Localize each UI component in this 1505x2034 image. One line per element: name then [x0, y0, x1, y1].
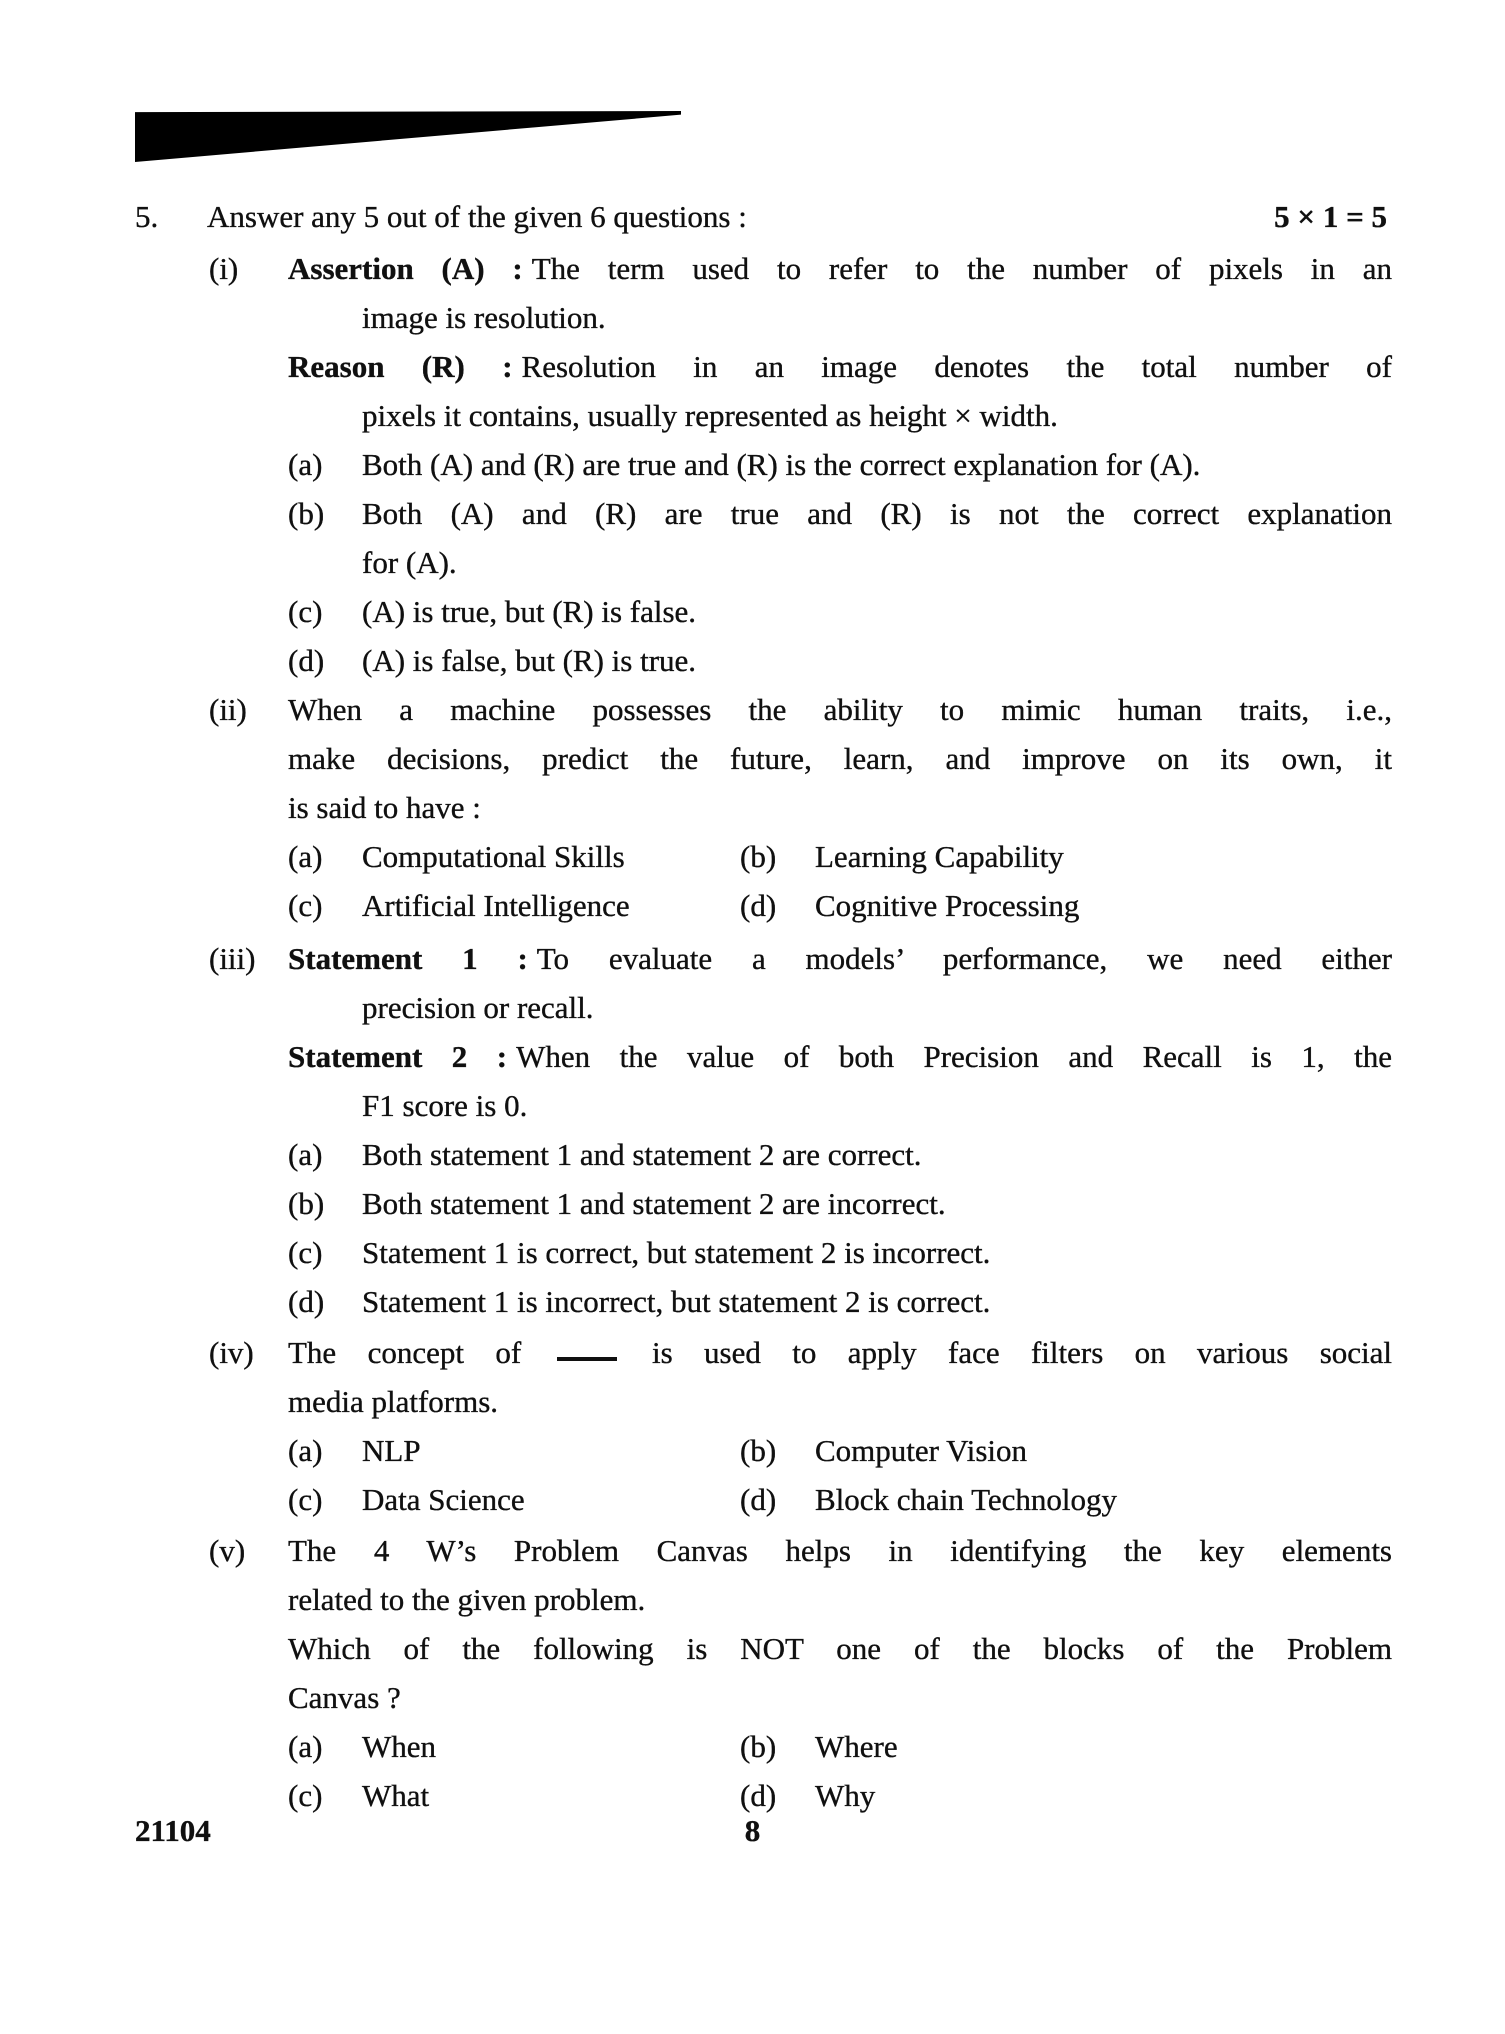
statement-2-text: When the value of both Precision and Recall is 1, the — [516, 1039, 1392, 1074]
option-text: Statement 1 is incorrect, but statement 2 is correct. — [362, 1284, 991, 1319]
option-letter: (a) — [288, 1433, 323, 1468]
assertion-line-2: image is resolution. — [362, 300, 606, 335]
question-line-1 — [288, 1328, 1392, 1377]
sub-question-v-body — [288, 1526, 1392, 1820]
sub-question-iv-body — [288, 1328, 1392, 1524]
page-footer — [0, 1806, 1505, 1855]
option-letter: (d) — [740, 1778, 777, 1813]
option-text: Data Science — [362, 1482, 525, 1517]
option-letter: (b) — [740, 1729, 777, 1764]
option-text: Computer Vision — [815, 1433, 1027, 1468]
numeral-v: (v) — [209, 1533, 246, 1568]
option-row-b — [288, 489, 1392, 538]
numeral-iii: (iii) — [209, 941, 256, 976]
statement-line-1: The 4 W’s Problem Canvas helps in identifying the key elements — [288, 1533, 1392, 1568]
assertion-label: Assertion (A) : — [288, 251, 523, 286]
assertion-line-1 — [288, 244, 1392, 293]
option-text: Block chain Technology — [815, 1482, 1118, 1517]
options-row-cd — [288, 1475, 1392, 1524]
assertion-text-1: The term used to refer to the number of pixels in an — [531, 251, 1392, 286]
option-letter: (d) — [740, 1482, 777, 1517]
option-text: Where — [815, 1729, 898, 1764]
option-text: (A) is false, but (R) is true. — [362, 643, 697, 678]
question-5-header — [0, 192, 1505, 241]
option-letter: (d) — [740, 888, 777, 923]
option-row-d — [288, 636, 1392, 685]
option-letter: (c) — [288, 1778, 323, 1813]
option-text: Both statement 1 and statement 2 are correct. — [362, 1137, 922, 1172]
option-letter: (a) — [288, 839, 323, 874]
options-row-ab — [288, 1426, 1392, 1475]
question-line-2: make decisions, predict the future, learn, and improve on its own, it — [288, 741, 1392, 776]
marks-label: 5 × 1 = 5 — [1274, 199, 1387, 234]
option-text: Why — [815, 1778, 876, 1813]
statement-2-line-2: F1 score is 0. — [362, 1088, 528, 1123]
option-row-a — [288, 1130, 1392, 1179]
option-letter: (b) — [740, 1433, 777, 1468]
booklet-number: 21104 — [135, 1813, 211, 1848]
sub-question-v — [0, 1526, 1505, 1820]
option-letter: (b) — [288, 1186, 325, 1221]
reason-line-1 — [288, 342, 1392, 391]
reason-label: Reason (R) : — [288, 349, 513, 384]
numeral-i: (i) — [209, 251, 239, 286]
sub-question-ii — [0, 685, 1505, 930]
question-number: 5. — [135, 199, 159, 234]
question-line-1: Which of the following is NOT one of the blocks of the Problem — [288, 1631, 1392, 1666]
option-letter: (d) — [288, 1284, 325, 1319]
option-row-c — [288, 1228, 1392, 1277]
option-letter: (c) — [288, 594, 323, 629]
option-letter: (a) — [288, 1729, 323, 1764]
option-letter: (a) — [288, 1137, 323, 1172]
statement-1-text: To evaluate a models’ performance, we need either — [536, 941, 1392, 976]
statement-1-line-2: precision or recall. — [362, 990, 594, 1025]
option-text: Statement 1 is correct, but statement 2 is incorrect. — [362, 1235, 991, 1270]
option-text: Artificial Intelligence — [362, 888, 630, 923]
option-text: When — [362, 1729, 437, 1764]
option-letter: (d) — [288, 643, 325, 678]
sub-question-iii — [0, 934, 1505, 1326]
question-text-after-blank: is used to apply face filters on various social — [651, 1335, 1393, 1370]
question-line-3: is said to have : — [288, 790, 481, 825]
option-text: Both statement 1 and statement 2 are incorrect. — [362, 1186, 946, 1221]
numeral-ii: (ii) — [209, 692, 247, 727]
question-line-2: media platforms. — [288, 1384, 499, 1419]
question-line-1: When a machine possesses the ability to mimic human traits, i.e., — [288, 692, 1392, 727]
numeral-iv: (iv) — [209, 1335, 254, 1370]
options-row-cd — [288, 881, 1392, 930]
sub-question-iii-body — [288, 934, 1392, 1326]
option-letter: (c) — [288, 1482, 323, 1517]
statement-2-line-1 — [288, 1032, 1392, 1081]
option-letter: (a) — [288, 447, 323, 482]
option-row-d — [288, 1277, 1392, 1326]
page-number: 8 — [744, 1813, 761, 1848]
option-row-b — [288, 1179, 1392, 1228]
options-row-ab — [288, 832, 1392, 881]
sub-question-i-body — [288, 244, 1392, 685]
option-text: Both (A) and (R) are true and (R) is not the correct explanation — [362, 496, 1392, 531]
option-row-a — [288, 440, 1392, 489]
option-b-continuation: for (A). — [362, 545, 457, 580]
sub-question-i — [0, 244, 1505, 685]
option-letter: (b) — [740, 839, 777, 874]
question-text: Answer any 5 out of the given 6 questions : — [207, 199, 747, 234]
option-text: Cognitive Processing — [815, 888, 1080, 923]
option-text: (A) is true, but (R) is false. — [362, 594, 697, 629]
statement-line-2: related to the given problem. — [288, 1582, 646, 1617]
sub-question-iv — [0, 1328, 1505, 1524]
option-text: Both (A) and (R) are true and (R) is the correct explanation for (A). — [362, 447, 1201, 482]
question-line-2: Canvas ? — [288, 1680, 401, 1715]
option-letter: (b) — [288, 496, 325, 531]
fill-in-blank — [557, 1353, 617, 1361]
reason-text-1: Resolution in an image denotes the total number of — [521, 349, 1393, 384]
option-letter: (c) — [288, 1235, 323, 1270]
option-text: NLP — [362, 1433, 421, 1468]
reason-line-2: pixels it contains, usually represented as height × width. — [362, 398, 1058, 433]
option-text: Computational Skills — [362, 839, 625, 874]
statement-1-label: Statement 1 : — [288, 941, 528, 976]
question-text-before-blank: The concept of — [288, 1335, 522, 1370]
option-text: Learning Capability — [815, 839, 1064, 874]
options-row-ab — [288, 1722, 1392, 1771]
statement-2-label: Statement 2 : — [288, 1039, 508, 1074]
option-row-c — [288, 587, 1392, 636]
statement-1-line-1 — [288, 934, 1392, 983]
sub-question-ii-body — [288, 685, 1392, 930]
option-text: What — [362, 1778, 430, 1813]
option-letter: (c) — [288, 888, 323, 923]
